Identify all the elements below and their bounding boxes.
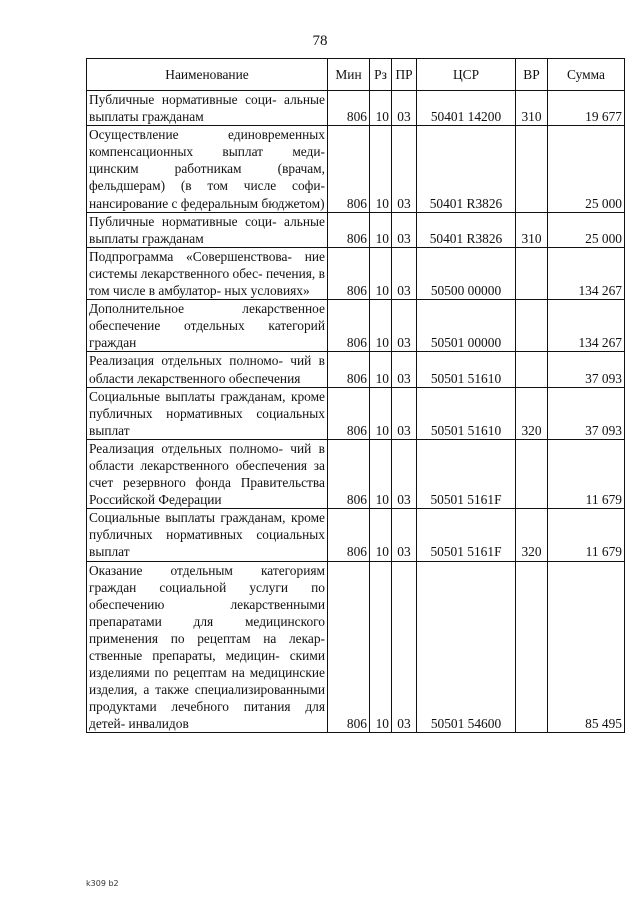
header-sum: Сумма <box>548 59 625 91</box>
row-name-line: компенсационных выплат меди- <box>89 144 325 160</box>
row-sum: 11 679 <box>548 439 625 508</box>
row-csr: 50501 5161F <box>417 439 516 508</box>
table-row <box>87 247 625 299</box>
row-csr: 50501 5161F <box>417 509 516 561</box>
row-name <box>87 212 328 247</box>
row-name-line: ственные препараты, медицин- <box>89 648 280 663</box>
header-csr: ЦСР <box>417 59 516 91</box>
row-rz: 10 <box>370 126 392 212</box>
row-vr <box>516 439 548 508</box>
row-sum: 85 495 <box>548 561 625 733</box>
row-name <box>87 439 328 508</box>
row-name-line: инвалидов <box>128 716 189 732</box>
row-name-line: альные выплаты гражданам <box>89 213 325 246</box>
row-name-line: чий в области лекарственного <box>89 440 325 473</box>
row-name-line: Публичные нормативные соци- <box>89 213 277 229</box>
row-pr: 03 <box>392 300 417 352</box>
row-name-line: Социальные выплаты гражданам, <box>89 510 286 526</box>
row-vr <box>516 561 548 733</box>
row-name-line: социальных выплат <box>89 405 325 438</box>
row-name-line: обеспечению лекарственными <box>89 596 325 612</box>
table-row <box>87 352 625 387</box>
row-sum: 25 000 <box>548 126 625 212</box>
table-row <box>87 212 625 247</box>
row-name-line: кроме публичных нормативных <box>89 388 325 421</box>
header-vr: ВР <box>516 59 548 91</box>
row-sum: 19 677 <box>548 91 625 126</box>
row-name-line: скими изделиями по рецептам на <box>89 648 325 681</box>
row-csr: 50501 00000 <box>417 300 516 352</box>
row-min: 806 <box>328 126 370 212</box>
row-name <box>87 300 328 352</box>
row-vr <box>516 126 548 212</box>
row-rz: 10 <box>370 247 392 299</box>
row-min: 806 <box>328 561 370 733</box>
row-min: 806 <box>328 247 370 299</box>
row-rz: 10 <box>370 387 392 439</box>
row-vr <box>516 352 548 387</box>
row-pr: 03 <box>392 387 417 439</box>
row-name <box>87 509 328 561</box>
row-name <box>87 352 328 387</box>
table-row <box>87 126 625 212</box>
row-csr: 50401 R3826 <box>417 212 516 247</box>
row-name-line: чий в области лекарственного <box>89 353 325 386</box>
row-vr <box>516 300 548 352</box>
table-row <box>87 387 625 439</box>
row-min: 806 <box>328 439 370 508</box>
table-row <box>87 91 625 126</box>
row-name-line: ных условиях» <box>224 283 310 299</box>
row-csr: 50501 51610 <box>417 352 516 387</box>
row-name <box>87 91 328 126</box>
row-name <box>87 126 328 212</box>
row-name-line: Подпрограмма «Совершенствова- <box>89 248 292 264</box>
row-name-line: обеспечения <box>228 370 301 386</box>
budget-table <box>86 58 625 733</box>
row-name-line: применения по рецептам на лекар- <box>89 630 325 646</box>
row-pr: 03 <box>392 91 417 126</box>
row-pr: 03 <box>392 247 417 299</box>
row-vr: 310 <box>516 91 548 126</box>
row-name-line: печения, в том числе в амбулатор- <box>89 265 325 299</box>
row-name-line: цинским работникам (врачам, <box>89 161 325 177</box>
row-name <box>87 247 328 299</box>
row-min: 806 <box>328 509 370 561</box>
row-vr: 320 <box>516 387 548 439</box>
row-rz: 10 <box>370 212 392 247</box>
row-min: 806 <box>328 300 370 352</box>
row-name-line: нансирование с федеральным <box>89 195 259 211</box>
row-min: 806 <box>328 212 370 247</box>
row-csr: 50401 R3826 <box>417 126 516 212</box>
row-name-line: альные выплаты гражданам <box>89 92 325 125</box>
row-rz: 10 <box>370 561 392 733</box>
table-body <box>87 91 625 733</box>
row-name-line: обеспечение отдельных категорий <box>89 318 325 334</box>
table-row <box>87 439 625 508</box>
row-name-line: ние системы лекарственного обес- <box>89 248 325 281</box>
row-name-line: граждан <box>89 335 137 351</box>
row-name <box>87 387 328 439</box>
row-sum: 11 679 <box>548 509 625 561</box>
row-min: 806 <box>328 352 370 387</box>
row-name-line: граждан социальной услуги по <box>89 579 325 595</box>
row-name <box>87 561 328 733</box>
row-name-line: Федерации <box>158 492 222 508</box>
row-name-line: бюджетом) <box>261 195 325 211</box>
row-sum: 134 267 <box>548 247 625 299</box>
row-csr: 50501 54600 <box>417 561 516 733</box>
footer-code: k309 b2 <box>86 879 119 888</box>
row-name-line: Дополнительное лекарственное <box>89 301 325 317</box>
row-name-line: Публичные нормативные соци- <box>89 92 277 107</box>
row-rz: 10 <box>370 91 392 126</box>
table-row <box>87 509 625 561</box>
row-min: 806 <box>328 91 370 126</box>
row-name-line: Социальные выплаты гражданам, <box>89 388 286 404</box>
row-vr: 310 <box>516 212 548 247</box>
row-rz: 10 <box>370 352 392 387</box>
page-number: 78 <box>312 33 328 49</box>
row-name-line: Реализация отдельных полномо- <box>89 440 283 456</box>
row-vr: 320 <box>516 509 548 561</box>
row-name-line: Осуществление единовременных <box>89 127 325 143</box>
row-rz: 10 <box>370 439 392 508</box>
row-pr: 03 <box>392 561 417 733</box>
table-row <box>87 561 625 733</box>
row-min: 806 <box>328 387 370 439</box>
row-pr: 03 <box>392 126 417 212</box>
row-name-line: лечебного питания для детей- <box>89 699 325 732</box>
row-csr: 50501 51610 <box>417 387 516 439</box>
row-rz: 10 <box>370 300 392 352</box>
row-pr: 03 <box>392 352 417 387</box>
header-rz: Рз <box>370 59 392 91</box>
row-sum: 37 093 <box>548 352 625 387</box>
row-name-line: фонда Правительства Российской <box>89 475 325 508</box>
header-pr: ПР <box>392 59 417 91</box>
row-name-line: фельдшерам) (в том числе софи- <box>89 178 325 194</box>
row-sum: 37 093 <box>548 387 625 439</box>
row-name-line: специализированными продуктами <box>89 682 325 715</box>
row-pr: 03 <box>392 439 417 508</box>
row-name-line: препаратами для медицинского <box>89 613 325 629</box>
row-csr: 50500 00000 <box>417 247 516 299</box>
row-pr: 03 <box>392 509 417 561</box>
table-row <box>87 300 625 352</box>
row-vr <box>516 247 548 299</box>
row-name-line: Оказание отдельным категориям <box>89 562 325 578</box>
row-sum: 25 000 <box>548 212 625 247</box>
row-name-line: Реализация отдельных полномо- <box>89 353 283 369</box>
row-csr: 50401 14200 <box>417 91 516 126</box>
header-row <box>87 59 625 91</box>
row-name-line: обеспечения за счет резервного <box>89 457 325 491</box>
row-name-line: медицинские изделия, а также <box>89 665 325 698</box>
header-min: Мин <box>328 59 370 91</box>
header-name: Наименование <box>87 59 328 91</box>
row-name-line: кроме публичных нормативных <box>89 510 325 543</box>
row-name-line: социальных выплат <box>89 527 325 560</box>
row-rz: 10 <box>370 509 392 561</box>
row-sum: 134 267 <box>548 300 625 352</box>
row-pr: 03 <box>392 212 417 247</box>
